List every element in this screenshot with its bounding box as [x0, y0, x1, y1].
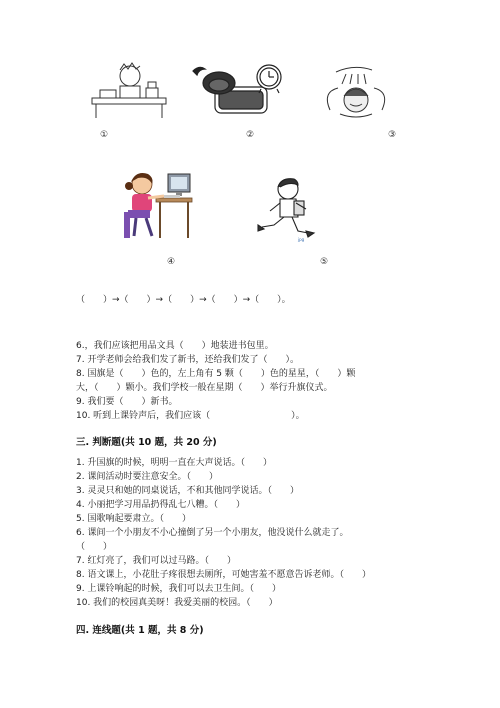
question-10: 10. 听到上课铃声后，我们应该（ ）。	[76, 411, 305, 421]
judge-item-8: 8. 语文课上，小花肚子疼很想去厕所，可她害羞不愿意告诉老师。（ ）	[76, 570, 371, 580]
judge-item-7: 7. 红灯亮了，我们可以过马路。（ ）	[76, 556, 236, 566]
section-3-title: 三. 判断题(共 10 题，共 20 分)	[76, 437, 217, 448]
figure-1	[86, 60, 176, 120]
section-4-title: 四. 连线题(共 1 题，共 8 分)	[76, 625, 204, 636]
girl-using-computer-icon	[118, 168, 198, 240]
figure-2	[185, 63, 285, 118]
question-8: 8. 国旗是（ ）色的，左上角有 5 颗（ ）色的星星，（ ）颗	[76, 369, 356, 379]
order-answer-line: （ ）→（ ）→（ ）→（ ）→（ ）。	[76, 295, 291, 305]
figure-5-label: ⑤	[319, 257, 329, 267]
judge-item-3: 3. 灵灵只和她的同桌说话，不和其他同学说话。（ ）	[76, 486, 299, 496]
judge-item-1: 1. 升国旗的时候，明明一直在大声说话。（ ）	[76, 458, 272, 468]
figure-1-label: ①	[99, 130, 109, 140]
child-washing-face-shower-icon	[316, 62, 396, 122]
figure-4-label: ④	[166, 257, 176, 267]
question-7: 7. 开学老师会给我们发了新书，还给我们发了（ ）。	[76, 355, 299, 365]
judge-item-2: 2. 课间活动时要注意安全。（ ）	[76, 472, 218, 482]
judge-item-10: 10. 我们的校园真美呀！我爱美丽的校园。（ ）	[76, 598, 278, 608]
question-8-cont: 大，（ ）颗小。我们学校一般在星期（ ）举行升旗仪式。	[76, 383, 333, 393]
figure-4	[118, 168, 198, 240]
boy-running-icon	[250, 175, 320, 243]
figure-5	[250, 175, 320, 243]
child-sleeping-with-alarm-clock-icon	[185, 63, 285, 118]
child-studying-at-desk-icon	[86, 60, 176, 120]
figure-2-label: ②	[245, 130, 255, 140]
figure-3-label: ③	[387, 130, 397, 140]
judge-item-6-paren: （ ）	[76, 542, 113, 552]
judge-item-4: 4. 小丽把学习用品扔得乱七八糟。（ ）	[76, 500, 245, 510]
question-9: 9. 我们要（ ）新书。	[76, 397, 178, 407]
judge-item-6: 6. 课间一个小朋友不小心撞倒了另一个小朋友，他没说什么就走了。	[76, 528, 349, 538]
figure-3	[316, 62, 396, 122]
judge-item-9: 9. 上课铃响起的时候，我们可以去卫生间。（ ）	[76, 584, 281, 594]
question-6: 6.，我们应该把用品文具（ ）地装进书包里。	[76, 341, 274, 351]
judge-item-5: 5. 国歌响起要肃立。（ ）	[76, 514, 191, 524]
svg-text:jpg: jpg	[298, 237, 305, 242]
